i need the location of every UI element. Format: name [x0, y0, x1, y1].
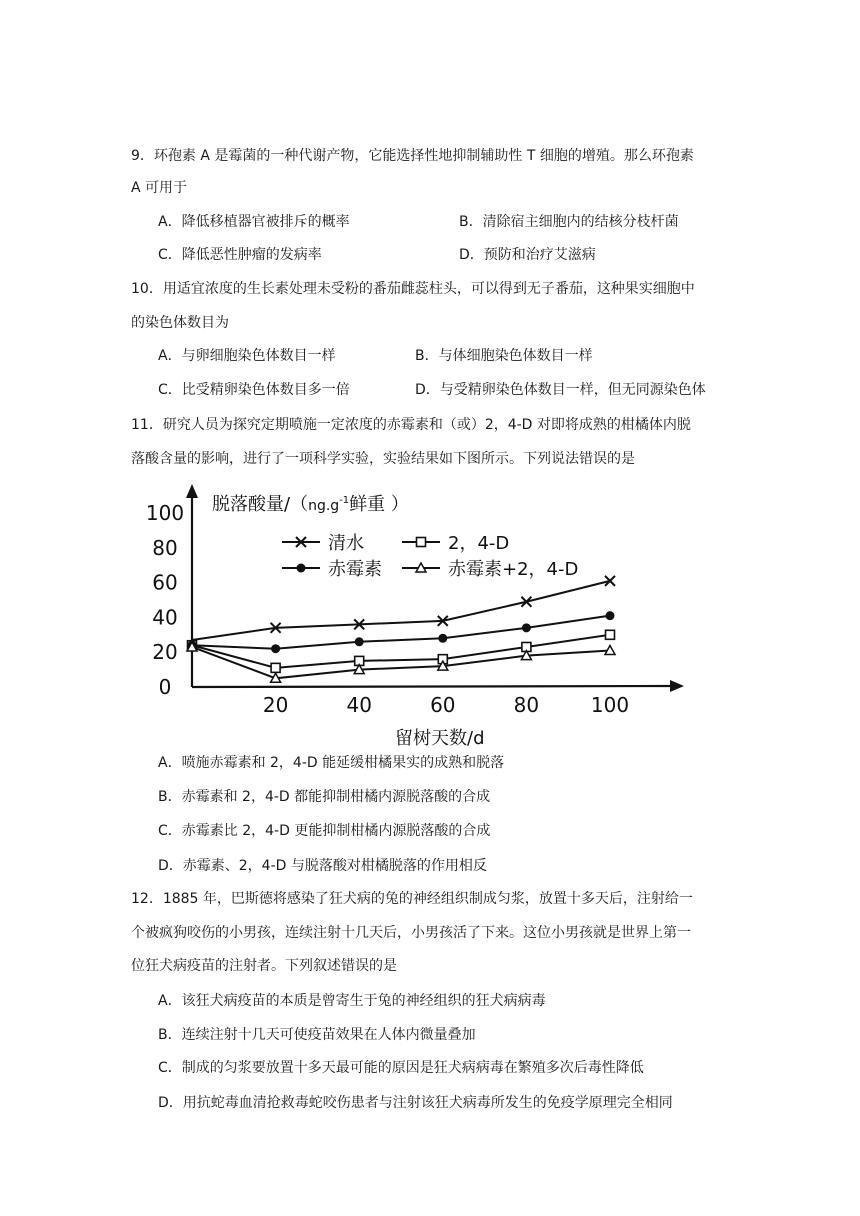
dot-marker [522, 623, 531, 632]
series-square [188, 630, 615, 672]
y-tick-label: 20 [152, 640, 178, 665]
y-tick-label: 0 [158, 675, 172, 699]
q10-option-a: A．与卵细胞染色体数目一样 [158, 348, 336, 364]
x-tick-label: 100 [590, 693, 630, 717]
legend-item [402, 533, 509, 554]
x-tick-label: 40 [346, 693, 372, 717]
q11-option-c: C．赤霉素比 2，4-D 更能抑制柑橘内源脱落酸的合成 [158, 823, 491, 839]
square-marker [417, 538, 426, 547]
y-tick-labels [146, 501, 184, 699]
q12-stem-line-1: 12．1885 年，巴斯德将感染了狂犬病的兔的神经组织制成匀浆，放置十多天后，注射给一 [131, 891, 693, 907]
q11-stem-line-1: 11．研究人员为探究定期喷施一定浓度的赤霉素和（或）2，4-D 对即将成熟的柑橘体内脱 [131, 417, 691, 433]
y-tick-label: 80 [152, 535, 178, 560]
x-tick-label: 20 [262, 693, 289, 717]
x-axis-label: 留树天数/d [395, 728, 485, 749]
q11-option-a: A．喷施赤霉素和 2，4-D 能延缓柑橘果实的成熟和脱落 [158, 755, 505, 771]
legend-label: 清水 [328, 533, 364, 554]
q9-stem-line-1: 9．环孢素 A 是霉菌的一种代谢产物，它能选择性地抑制辅助性 T 细胞的增殖。那么环孢素 [131, 148, 694, 164]
legend-label: 赤霉素 [328, 559, 382, 580]
q11-option-b: B．赤霉素和 2，4-D 都能抑制柑橘内源脱落酸的合成 [158, 789, 491, 805]
x-tick-label: 60 [430, 693, 456, 717]
q10-stem-line-1: 10．用适宜浓度的生长素处理未受粉的番茄雌蕊柱头，可以得到无子番茄，这种果实细胞中 [131, 281, 695, 297]
square-marker [271, 663, 280, 672]
chart-series [187, 576, 615, 682]
dot-marker [606, 611, 615, 620]
q12-option-d: D．用抗蛇毒血清抢救毒蛇咬伤患者与注射该狂犬病毒所发生的免疫学原理完全相同 [158, 1095, 673, 1111]
x-axis [192, 686, 675, 687]
legend-item [282, 559, 382, 580]
q12-option-b: B．连续注射十几天可使疫苗效果在人体内微量叠加 [158, 1027, 476, 1043]
x-axis-arrow [670, 680, 684, 692]
q12-stem-line-2: 个被疯狗咬伤的小男孩，连续注射十几天后，小男孩活了下来。这位小男孩就是世界上第一 [131, 925, 691, 941]
q11-option-d: D．赤霉素、2，4-D 与脱落酸对柑橘脱落的作用相反 [158, 858, 487, 874]
series-x [192, 576, 615, 640]
q10-option-d: D．与受精卵染色体数目一样，但无同源染色体 [415, 382, 706, 398]
q10-option-c: C．比受精卵染色体数目多一倍 [158, 382, 350, 398]
legend-item [402, 559, 578, 580]
square-marker [606, 630, 615, 639]
q9-option-a: A．降低移植器官被排斥的概率 [158, 214, 350, 230]
q9-option-c: C．降低恶性肿瘤的发病率 [158, 247, 322, 263]
y-axis-arrow [186, 484, 198, 498]
q9-stem-line-2: A 可用于 [131, 180, 188, 196]
q12-option-c: C．制成的匀浆要放置十多天最可能的原因是狂犬病病毒在繁殖多次后毒性降低 [158, 1060, 644, 1076]
q10-option-b: B．与体细胞染色体数目一样 [415, 348, 593, 364]
dot-marker [297, 564, 306, 573]
y-axis-label: 脱落酸量$/(ng.g^{-1}$鲜重 ） [212, 494, 409, 515]
legend-label: 赤霉素+2，4-D [448, 559, 579, 580]
chart-legend [282, 533, 578, 580]
legend-label: 2，4-D [448, 533, 510, 554]
x-tick-labels [263, 693, 629, 717]
q10-stem-line-2: 的染色体数目为 [131, 315, 229, 331]
series-line [192, 581, 610, 640]
q9-option-b: B．清除宿主细胞内的结核分枝杆菌 [459, 214, 679, 230]
abscisic-acid-line-chart [145, 482, 695, 750]
chart-axes [186, 484, 684, 692]
x-tick-label: 80 [513, 693, 540, 717]
q9-option-d: D．预防和治疗艾滋病 [459, 247, 596, 263]
dot-marker [438, 634, 447, 643]
y-tick-label: 60 [152, 570, 178, 595]
legend-item [282, 533, 364, 554]
dot-marker [271, 644, 280, 653]
q12-option-a: A．该狂犬病疫苗的本质是曾寄生于兔的神经组织的狂犬病病毒 [158, 993, 546, 1009]
y-tick-label: 100 [145, 501, 185, 525]
y-tick-label: 40 [152, 605, 178, 630]
q12-stem-line-3: 位狂犬病疫苗的注射者。下列叙述错误的是 [131, 958, 397, 974]
q11-stem-line-2: 落酸含量的影响，进行了一项科学实验，实验结果如下图所示。下列说法错误的是 [131, 451, 635, 467]
dot-marker [355, 637, 364, 646]
